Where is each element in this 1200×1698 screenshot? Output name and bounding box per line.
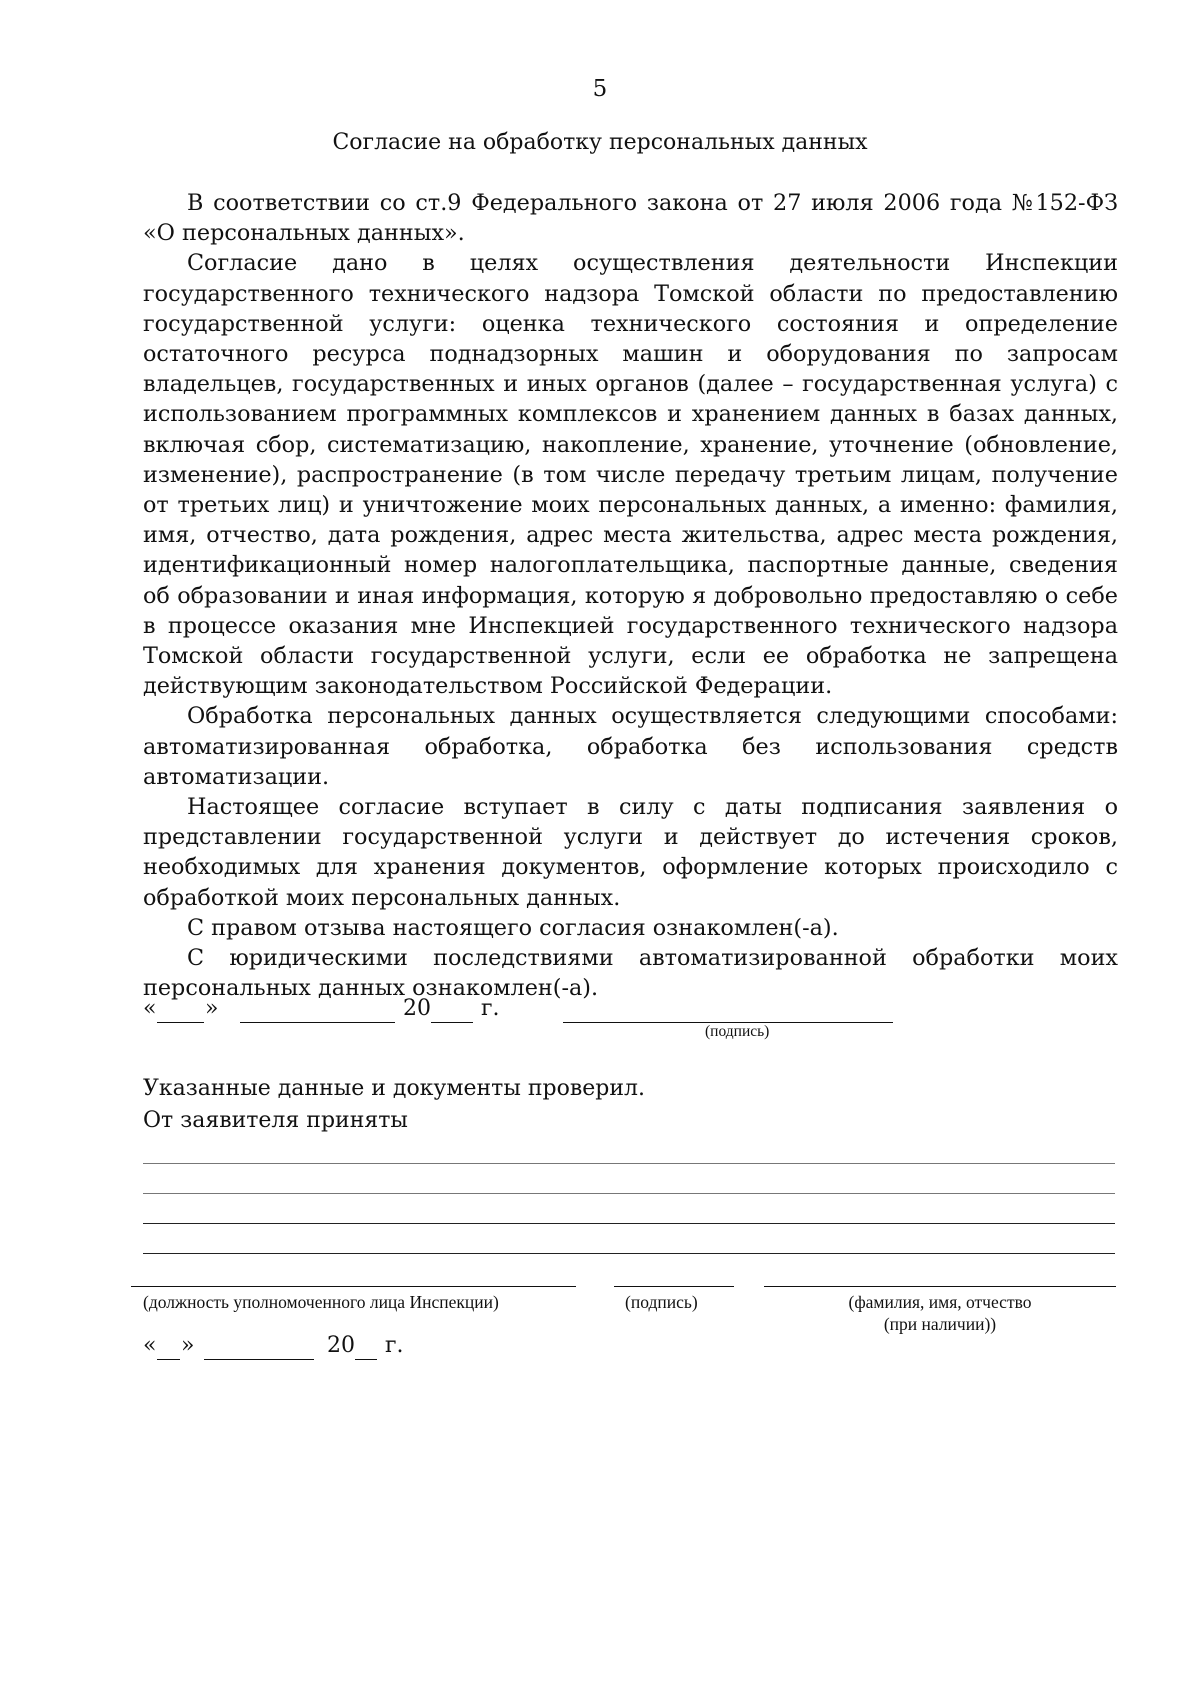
official-name-blank[interactable] — [764, 1286, 1116, 1287]
day-blank[interactable] — [157, 1022, 204, 1023]
official-position-blank[interactable] — [131, 1286, 576, 1287]
year-suffix: г. — [481, 996, 500, 1021]
applicant-date-line — [143, 996, 903, 1028]
official-year-suffix: г. — [385, 1333, 404, 1358]
paragraph-legal-consequences: С юридическими последствиями автоматизированной обработки моих персональных данных ознакомлен(-а). — [143, 945, 1118, 1002]
date-close-quote: » — [205, 996, 219, 1021]
year-prefix: 20 — [403, 996, 431, 1021]
official-date-close-quote: » — [181, 1333, 195, 1358]
month-blank[interactable] — [240, 1022, 395, 1023]
fill-line-1[interactable] — [143, 1163, 1115, 1164]
paragraph-law-reference: В соответствии со ст.9 Федерального закона от 27 июля 2006 года №152-ФЗ «О персональных данных». — [143, 190, 1118, 247]
year-blank[interactable] — [431, 1022, 473, 1023]
date-open-quote: « — [143, 996, 157, 1021]
official-date-line — [143, 1333, 543, 1365]
consent-body — [143, 188, 1118, 1003]
checked-line: Указанные данные и документы проверил. — [143, 1076, 645, 1101]
document-title: Согласие на обработку персональных данных — [332, 130, 868, 155]
official-signature-blank[interactable] — [614, 1286, 734, 1287]
paragraph-consent-purpose: Согласие дано в целях осуществления деятельности Инспекции государственного технического надзора Томской области по предоставлению государственной услуги: оценка технического состояния и определение остаточного ресурса поднадзорных машин и оборудования по запросам владельцев, государственных и иных органов (далее – государственная услуга) с использованием программных комплексов и хранением данных в базах данных, включая сбор, систематизацию, накопление, хранение, уточнение (обновление, изменение), распространение (в том числе передачу третьим лицам, получение от третьих лиц) и уничтожение моих персональных данных, а именно: фамилия, имя, отчество, дата рождения, адрес места жительства, адрес места рождения, идентификационный номер налогоплательщика, паспортные данные, сведения об образовании и иная информация, которую я добровольно предоставляю о себе в процессе оказания мне Инспекцией государственного технического надзора Томской области государственной услуги, если ее обработка не запрещена действующим законодательством Российской Федерации. — [143, 250, 1118, 700]
official-day-blank[interactable] — [157, 1359, 180, 1360]
official-year-blank[interactable] — [355, 1359, 377, 1360]
official-name-caption-line1: (фамилия, имя, отчество — [848, 1292, 1032, 1312]
official-name-caption-line2: (при наличии)) — [883, 1314, 997, 1334]
official-position-caption: (должность уполномоченного лица Инспекции) — [143, 1292, 499, 1312]
official-year-prefix: 20 — [327, 1333, 355, 1358]
checked-block — [143, 1073, 645, 1137]
applicant-signature-caption: (подпись) — [705, 1023, 770, 1040]
paragraph-validity: Настоящее согласие вступает в силу с даты подписания заявления о представлении государственной услуги и действует до истечения сроков, необходимых для хранения документов, оформление которых происходило с обработкой моих персональных данных. — [143, 794, 1118, 911]
official-date-open-quote: « — [143, 1333, 157, 1358]
paragraph-revocation: С правом отзыва настоящего согласия ознакомлен(-а). — [187, 914, 839, 941]
official-name-caption — [764, 1291, 1116, 1335]
page-number: 5 — [592, 76, 608, 102]
paragraph-processing-methods: Обработка персональных данных осуществляется следующими способами: автоматизированная обработка, обработка без использования средств автоматизации. — [143, 703, 1118, 790]
official-signature-caption: (подпись) — [625, 1292, 698, 1312]
official-month-blank[interactable] — [204, 1359, 314, 1360]
fill-line-3[interactable] — [143, 1223, 1115, 1224]
fill-line-2[interactable] — [143, 1193, 1115, 1194]
received-line: От заявителя приняты — [143, 1108, 408, 1133]
fill-line-4[interactable] — [143, 1253, 1115, 1254]
